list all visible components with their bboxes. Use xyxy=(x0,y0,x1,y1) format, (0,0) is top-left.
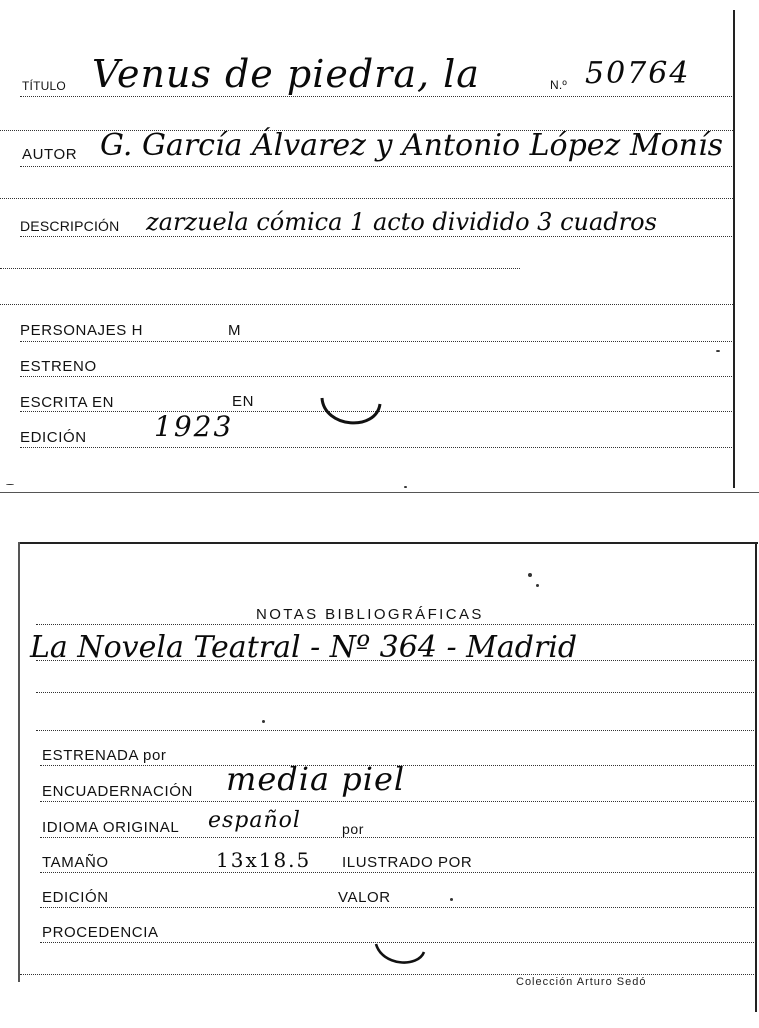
personajes-label: PERSONAJES H xyxy=(20,322,144,339)
edicion-label: EDICIÓN xyxy=(20,429,87,446)
dotted-rule xyxy=(36,660,754,661)
ink-speck xyxy=(6,484,14,485)
edicion-bottom-label: EDICIÓN xyxy=(42,889,109,906)
estreno-label: ESTRENO xyxy=(20,358,97,375)
dotted-rule xyxy=(40,872,754,873)
escrita-en-label: EN xyxy=(232,393,255,410)
dotted-rule xyxy=(36,730,754,731)
numero-value: 50764 xyxy=(585,56,691,91)
edicion-value: 1923 xyxy=(154,410,234,443)
idioma-por-label: por xyxy=(342,821,365,837)
ink-speck xyxy=(716,350,720,352)
dotted-rule xyxy=(0,198,733,199)
dotted-rule xyxy=(36,692,754,693)
titulo-label: TÍTULO xyxy=(22,79,66,93)
dotted-rule xyxy=(40,907,754,908)
encuadernacion-value: media piel xyxy=(226,760,406,798)
dotted-rule xyxy=(20,376,732,377)
idioma-label: IDIOMA ORIGINAL xyxy=(42,819,180,836)
personajes-m-label: M xyxy=(228,322,242,339)
tamano-label: TAMAÑO xyxy=(42,854,109,871)
notas-value: La Novela Teatral - Nº 364 - Madrid xyxy=(30,630,578,665)
idioma-value: español xyxy=(208,808,301,833)
dotted-rule xyxy=(20,341,732,342)
stamp-arc xyxy=(318,392,384,442)
dotted-rule xyxy=(20,96,732,97)
card-bottom-left-edge xyxy=(18,542,20,982)
descripcion-label: DESCRIPCIÓN xyxy=(20,218,120,234)
dotted-rule xyxy=(20,974,754,975)
ink-speck xyxy=(450,898,453,901)
ink-speck xyxy=(528,573,532,577)
ilustrado-label: ILUSTRADO POR xyxy=(342,854,473,871)
dotted-rule xyxy=(40,837,754,838)
catalog-card-back xyxy=(0,538,759,1028)
card-bottom-right-edge xyxy=(755,542,757,1012)
dotted-rule xyxy=(0,268,520,269)
ink-speck xyxy=(262,720,265,723)
autor-label: AUTOR xyxy=(22,146,78,163)
escrita-label: ESCRITA EN xyxy=(20,394,115,411)
estrenada-label: ESTRENADA por xyxy=(42,747,167,764)
dotted-rule xyxy=(40,801,754,802)
ink-speck xyxy=(536,584,539,587)
tamano-value: 13x18.5 xyxy=(216,848,312,872)
descripcion-value: zarzuela cómica 1 acto dividido 3 cuadros xyxy=(146,208,657,236)
card-top-bottom-edge xyxy=(0,492,759,493)
dotted-rule xyxy=(0,304,733,305)
dotted-rule xyxy=(20,166,732,167)
card-top-right-edge xyxy=(733,10,735,488)
encuadernacion-label: ENCUADERNACIÓN xyxy=(42,783,193,800)
stamp-arc xyxy=(372,934,428,970)
autor-value: G. García Álvarez y Antonio López Monís xyxy=(100,128,723,163)
dotted-rule xyxy=(20,447,732,448)
dotted-rule xyxy=(36,624,754,625)
catalog-card-front xyxy=(0,0,759,498)
dotted-rule xyxy=(20,236,732,237)
valor-label: VALOR xyxy=(338,889,391,906)
ink-speck xyxy=(404,486,407,488)
titulo-value: Venus de piedra, la xyxy=(92,52,480,96)
coleccion-footer: Colección Arturo Sedó xyxy=(516,976,647,988)
procedencia-label: PROCEDENCIA xyxy=(42,924,159,941)
numero-label: N.º xyxy=(550,78,567,92)
notas-heading: NOTAS BIBLIOGRÁFICAS xyxy=(256,606,484,623)
card-bottom-top-edge xyxy=(18,542,758,544)
